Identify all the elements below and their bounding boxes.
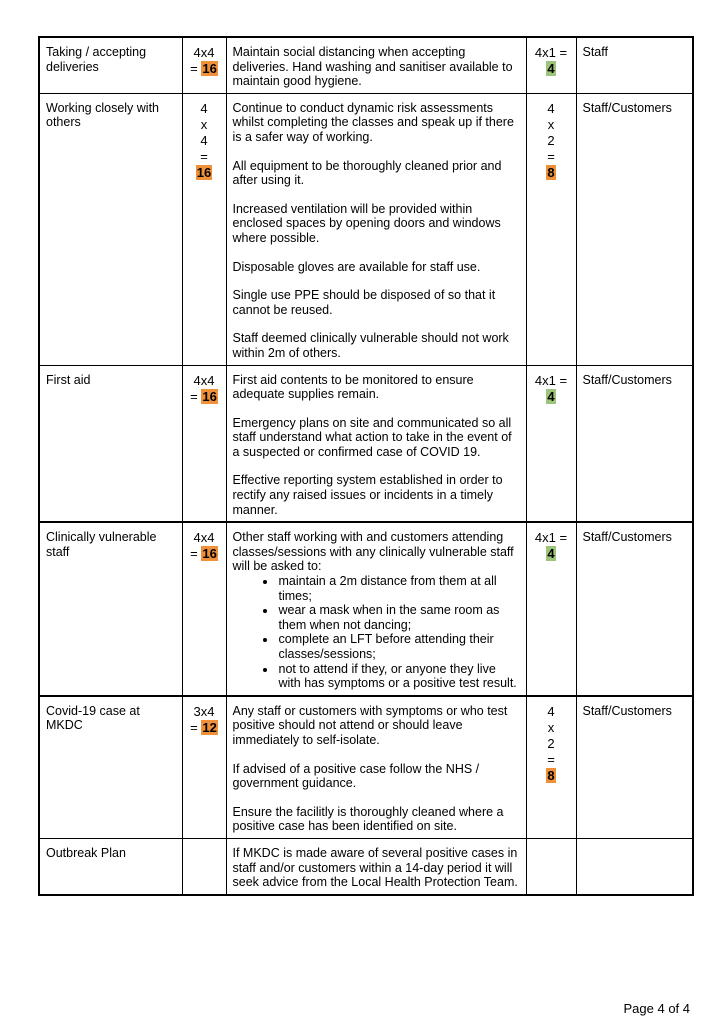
control-text: Increased ventilation will be provided within enclosed spaces by opening doors and windows where possible. bbox=[232, 201, 501, 245]
controls-cell bbox=[226, 37, 526, 93]
list-item: • complete an LFT before attending their classes/sessions; bbox=[277, 632, 520, 661]
control-text: Staff deemed clinically vulnerable should not work within 2m of others. bbox=[232, 331, 509, 360]
list-item: • maintain a 2m distance from them at all times; bbox=[277, 574, 520, 603]
control-bullet-list bbox=[233, 574, 520, 691]
control-text: Any staff or customers with symptoms or who test positive should not attend or should leave immediately to self-isolate. bbox=[232, 703, 508, 747]
control-text: Disposable gloves are available for staff use. bbox=[232, 259, 481, 274]
initial-risk-cell: 4x4 = 16 bbox=[182, 522, 226, 696]
risk-score-badge: 12 bbox=[202, 719, 217, 735]
table-row bbox=[39, 93, 693, 365]
who-at-risk-cell: Staff/Customers bbox=[576, 696, 693, 839]
page-number: Page 4 of 4 bbox=[623, 1001, 690, 1016]
hazard-cell: Outbreak Plan bbox=[39, 838, 182, 894]
who-at-risk-cell: Staff/Customers bbox=[576, 522, 693, 696]
control-text: Maintain social distancing when accepting deliveries. Hand washing and sanitiser available to maintain good hygiene. bbox=[232, 45, 513, 89]
hazard-cell: Taking / accepting deliveries bbox=[39, 37, 182, 93]
control-text: If MKDC is made aware of several positive cases in staff and/or customers within a 14-day period it will seek advice from the Local Health Protection Team. bbox=[232, 845, 518, 890]
control-text: Single use PPE should be disposed of so that it cannot be reused. bbox=[232, 288, 496, 317]
hazard-cell: Clinically vulnerable staff bbox=[39, 522, 182, 696]
controls-cell bbox=[226, 838, 526, 894]
control-text: All equipment to be thoroughly cleaned prior and after using it. bbox=[232, 158, 502, 188]
risk-score-badge: 4 bbox=[547, 546, 555, 562]
control-text: Continue to conduct dynamic risk assessments whilst completing the classes and speak up if there is a safer way of working. bbox=[232, 100, 514, 144]
who-at-risk-cell: Staff bbox=[576, 37, 693, 93]
controls-cell bbox=[226, 696, 526, 839]
table-row bbox=[39, 365, 693, 522]
risk-assessment-table bbox=[38, 36, 694, 896]
control-text: First aid contents to be monitored to ensure adequate supplies remain. bbox=[232, 372, 474, 402]
controls-cell bbox=[226, 522, 526, 696]
initial-risk-cell bbox=[182, 838, 226, 894]
residual-risk-cell: 4 x 2 = 8 bbox=[526, 93, 576, 365]
residual-risk-cell: 4 x 2 = 8 bbox=[526, 696, 576, 839]
who-at-risk-cell: Staff/Customers bbox=[576, 93, 693, 365]
residual-risk-cell bbox=[526, 838, 576, 894]
residual-risk-cell: 4x1 = 4 bbox=[526, 365, 576, 522]
table-row bbox=[39, 522, 693, 696]
table-row bbox=[39, 838, 693, 894]
control-text: Effective reporting system established in order to rectify any raised issues or incidents in a timely manner. bbox=[232, 473, 503, 517]
control-text: Other staff working with and customers attending classes/sessions with any clinically vulnerable staff will be asked to: bbox=[232, 530, 514, 574]
table-row bbox=[39, 37, 693, 93]
who-at-risk-cell: Staff/Customers bbox=[576, 365, 693, 522]
initial-risk-cell: 4 x 4 = 16 bbox=[182, 93, 226, 365]
risk-score-badge: 4 bbox=[547, 388, 555, 404]
list-item: • not to attend if they, or anyone they live with has symptoms or a positive test result. bbox=[277, 662, 520, 691]
controls-cell bbox=[226, 365, 526, 522]
risk-score-badge: 8 bbox=[547, 767, 555, 783]
hazard-cell: Covid-19 case at MKDC bbox=[39, 696, 182, 839]
who-at-risk-cell bbox=[576, 838, 693, 894]
residual-risk-cell: 4x1 = 4 bbox=[526, 522, 576, 696]
risk-score-badge: 4 bbox=[547, 61, 555, 76]
control-text: Ensure the facilitly is thoroughly cleaned where a positive case has been identified on site. bbox=[232, 804, 504, 834]
residual-risk-cell: 4x1 = 4 bbox=[526, 37, 576, 93]
risk-score-badge: 8 bbox=[547, 164, 555, 180]
risk-score-badge: 16 bbox=[202, 546, 217, 562]
list-item: • wear a mask when in the same room as them when not dancing; bbox=[277, 603, 520, 632]
table-row bbox=[39, 696, 693, 839]
control-text: If advised of a positive case follow the NHS / government guidance. bbox=[232, 761, 480, 791]
risk-score-badge: 16 bbox=[196, 164, 212, 180]
initial-risk-cell: 4x4 = 16 bbox=[182, 37, 226, 93]
hazard-cell: First aid bbox=[39, 365, 182, 522]
hazard-cell: Working closely with others bbox=[39, 93, 182, 365]
risk-score-badge: 16 bbox=[202, 388, 217, 404]
control-text: Emergency plans on site and communicated so all staff understand what action to take in the event of a suspected or confirmed case of COVID 19. bbox=[232, 415, 512, 459]
risk-score-badge: 16 bbox=[202, 61, 217, 76]
initial-risk-cell: 3x4 = 12 bbox=[182, 696, 226, 839]
initial-risk-cell: 4x4 = 16 bbox=[182, 365, 226, 522]
controls-cell bbox=[226, 93, 526, 365]
